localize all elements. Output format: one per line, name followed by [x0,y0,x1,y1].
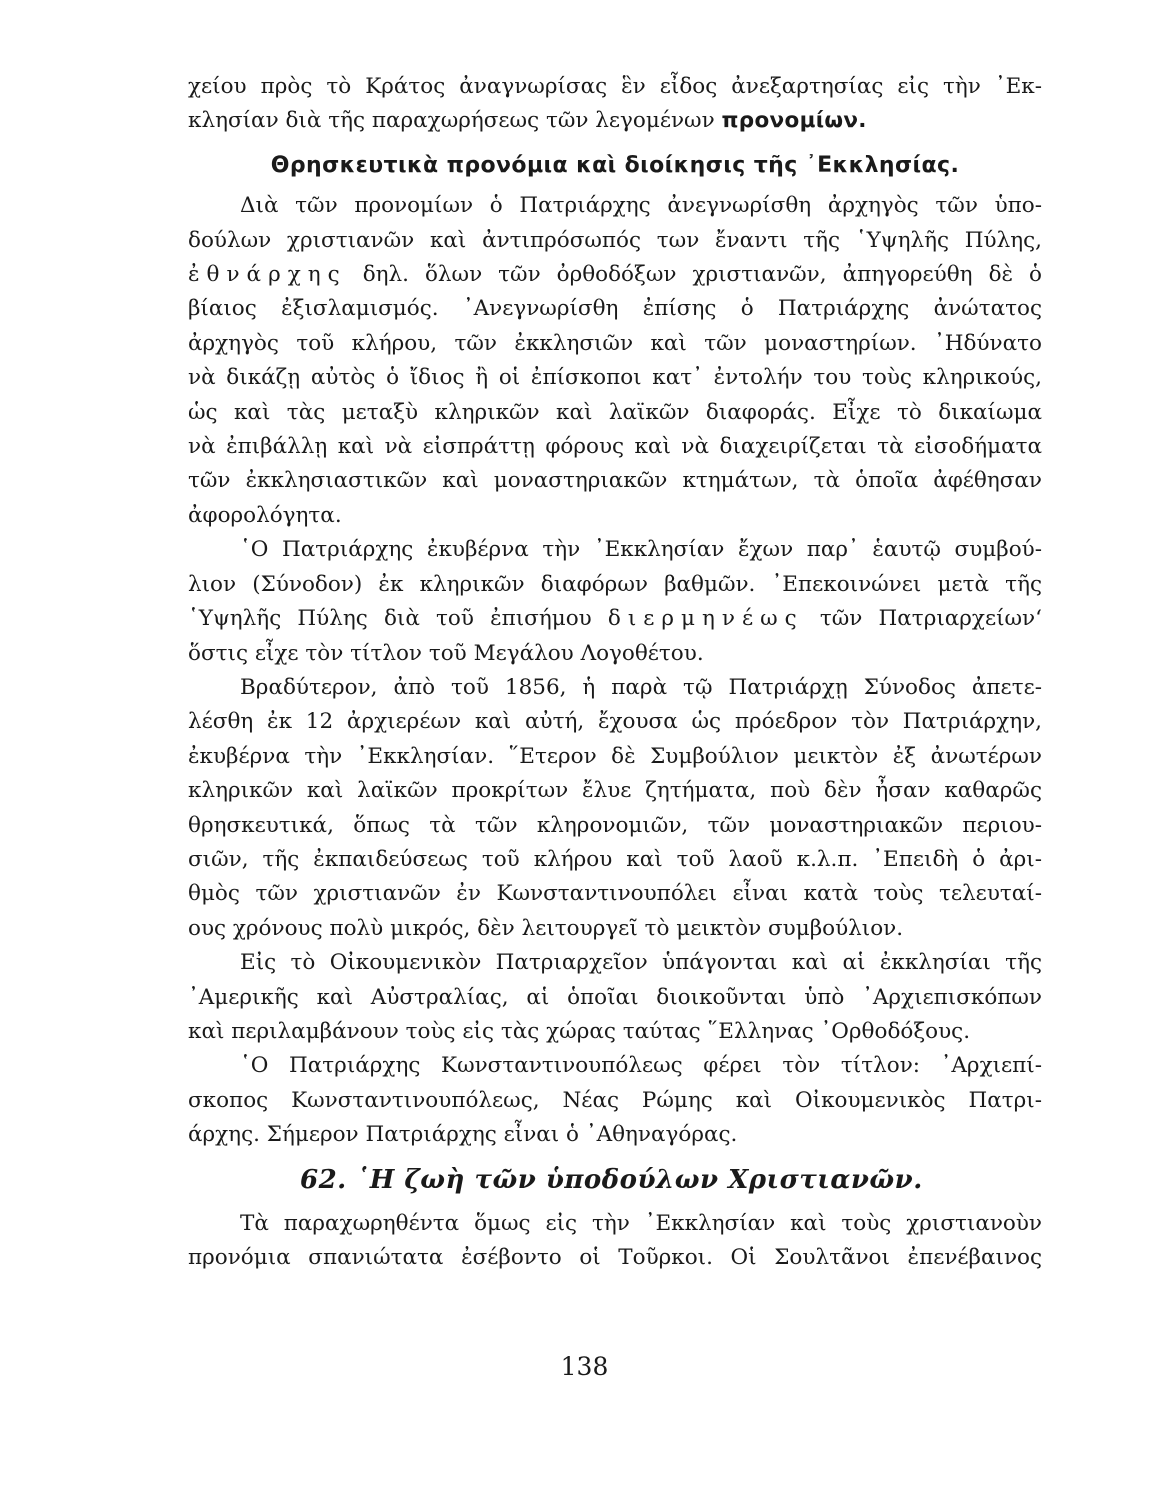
text-line: ἐθνάρχης δηλ. ὅλων τῶν ὀρθοδόξων χριστιανῶν, ἀπηγορεύθη δὲ ὁ [188,262,1042,288]
text-line: ἀφορολόγητα. [188,502,342,528]
section-heading: Θρησκευτικὰ προνόμια καὶ διοίκησις τῆς ᾿Εκκλησίας. [270,152,960,178]
paragraph-council [188,671,1042,946]
text-line: σκοπος Κωνσταντινουπόλεως, Νέας Ρώμης καὶ Οἰκουμενικὸς Πατρι- [188,1087,1042,1113]
text-line: θμὸς τῶν χριστιανῶν ἐν Κωνσταντινουπόλει εἶναι κατὰ τοὺς τελευταί- [188,881,1042,907]
text-line: ᾿Αμερικῆς καὶ Αὐστραλίας, αἱ ὁποῖαι διοικοῦνται ὑπὸ ᾿Αρχιεπισκόπων [188,984,1042,1010]
paragraph-synod [188,533,1042,671]
text-line: θρησκευτικά, ὅπως τὰ τῶν κληρονομιῶν, τῶν μοναστηριακῶν περιου- [188,812,1042,838]
chapter-heading: 62. ῾Η ζωὴ τῶν ὑποδούλων Χριστιανῶν. [300,1164,923,1195]
text-line: ους χρόνους πολὺ μικρός, δὲν λειτουργεῖ τὸ μεικτὸν συμβούλιον. [188,915,904,941]
text-line: νὰ δικάζῃ αὐτὸς ὁ ἴδιος ἢ οἱ ἐπίσκοποι κατ᾿ ἐντολήν του τοὺς κληρικούς, [188,365,1042,391]
text-line: ἀρχηγὸς τοῦ κλήρου, τῶν ἐκκλησιῶν καὶ τῶν μοναστηρίων. ᾿Ηδύνατο [188,330,1042,356]
text-line: χείου πρὸς τὸ Κράτος ἀναγνωρίσας ἓν εἶδος ἀνεξαρτησίας εἰς τὴν ᾿Εκ- [188,74,1042,99]
text-line: λέσθη ἐκ 12 ἀρχιερέων καὶ αὐτή, ἔχουσα ὡς πρόεδρον τὸν Πατριάρχην, [188,709,1042,735]
text-line: προνόμια σπανιώτατα ἐσέβοντο οἱ Τοῦρκοι. Οἱ Σουλτᾶνοι ἐπενέβαινος [188,1245,1042,1271]
text-line: άρχης. Σήμερον Πατριάρχης εἶναι ὁ ᾿Αθηναγόρας. [188,1122,738,1148]
page-number: 138 [560,1352,609,1381]
text-line: βίαιος ἐξισλαμισμός. ᾿Ανεγνωρίσθη ἐπίσης ὁ Πατριάρχης ἀνώτατος [188,296,1042,322]
text-line: ἐκυβέρνα τὴν ᾿Εκκλησίαν. ῞Ετερον δὲ Συμβούλιον μεικτὸν ἐξ ἀνωτέρων [188,743,1042,769]
paragraph-jurisdiction [188,946,1042,1049]
spaced-word: διερμηνέως [607,606,804,632]
text-line: λιον (Σύνοδον) ἐκ κληρικῶν διαφόρων βαθμῶν. ᾿Επεκοινώνει μετὰ τῆς [188,571,1042,597]
text-line: ῾Υψηλῆς Πύλης διὰ τοῦ ἐπισήμου διερμηνέως τῶν Πατριαρχείων‘ [188,606,1042,632]
text-line: καὶ περιλαμβάνουν τοὺς εἰς τὰς χώρας ταύτας ῞Ελληνας ᾿Ορθοδόξους. [188,1018,971,1044]
text-line: ῾Ο Πατριάρχης ἐκυβέρνα τὴν ᾿Εκκλησίαν ἔχων παρ᾿ ἑαυτῷ συμβού- [240,537,1042,563]
text-line: Διὰ τῶν προνομίων ὁ Πατριάρχης ἀνεγνωρίσθη ἀρχηγὸς τῶν ὑπο- [240,193,1042,219]
paragraph-life [188,1207,1042,1276]
text-line: δούλων χριστιανῶν καὶ ἀντιπρόσωπός των ἔναντι τῆς ῾Υψηλῆς Πύλης, [188,227,1042,253]
text-line: τῶν ἐκκλησιαστικῶν καὶ μοναστηριακῶν κτημάτων, τὰ ὁποῖα ἀφέθησαν [188,468,1042,494]
text-line: σιῶν, τῆς ἐκπαιδεύσεως τοῦ κλήρου καὶ τοῦ λαοῦ κ.λ.π. ᾿Επειδὴ ὁ ἀρι- [188,846,1042,872]
text-line: κλησίαν διὰ τῆς παραχωρήσεως τῶν λεγομένων προνομίων. [188,108,867,134]
text-line: ῾Ο Πατριάρχης Κωνσταντινουπόλεως φέρει τὸν τίτλον: ᾿Αρχιεπί- [240,1053,1042,1079]
text-line: κληρικῶν καὶ λαϊκῶν προκρίτων ἔλυε ζητήματα, ποὺ δὲν ἦσαν καθαρῶς [188,778,1042,804]
text-line: ὡς καὶ τὰς μεταξὺ κληρικῶν καὶ λαϊκῶν διαφοράς. Εἶχε τὸ δικαίωμα [188,399,1042,425]
paragraph-title [188,1049,1042,1152]
paragraph-privileges [188,189,1042,533]
text-line: ὅστις εἶχε τὸν τίτλον τοῦ Μεγάλου Λογοθέτου. [188,640,704,666]
emphasis-word: προνομίων. [721,108,867,134]
text-line: Εἰς τὸ Οἰκουμενικὸν Πατριαρχεῖον ὑπάγονται καὶ αἱ ἐκκλησίαι τῆς [240,950,1042,976]
page-body [188,70,1042,1276]
text-line: Βραδύτερον, ἀπὸ τοῦ 1856, ἡ παρὰ τῷ Πατριάρχῃ Σύνοδος ἀπετε- [240,674,1042,700]
text-line: νὰ ἐπιβάλλῃ καὶ νὰ εἰσπράττῃ φόρους καὶ νὰ διαχειρίζεται τὰ εἰσοδήματα [188,434,1042,460]
text-line: Τὰ παραχωρηθέντα ὅμως εἰς τὴν ᾿Εκκλησίαν καὶ τοὺς χριστιανοὺν [240,1211,1042,1236]
spaced-word: ἐθνάρχης [188,262,347,288]
intro-paragraph [188,70,1042,139]
